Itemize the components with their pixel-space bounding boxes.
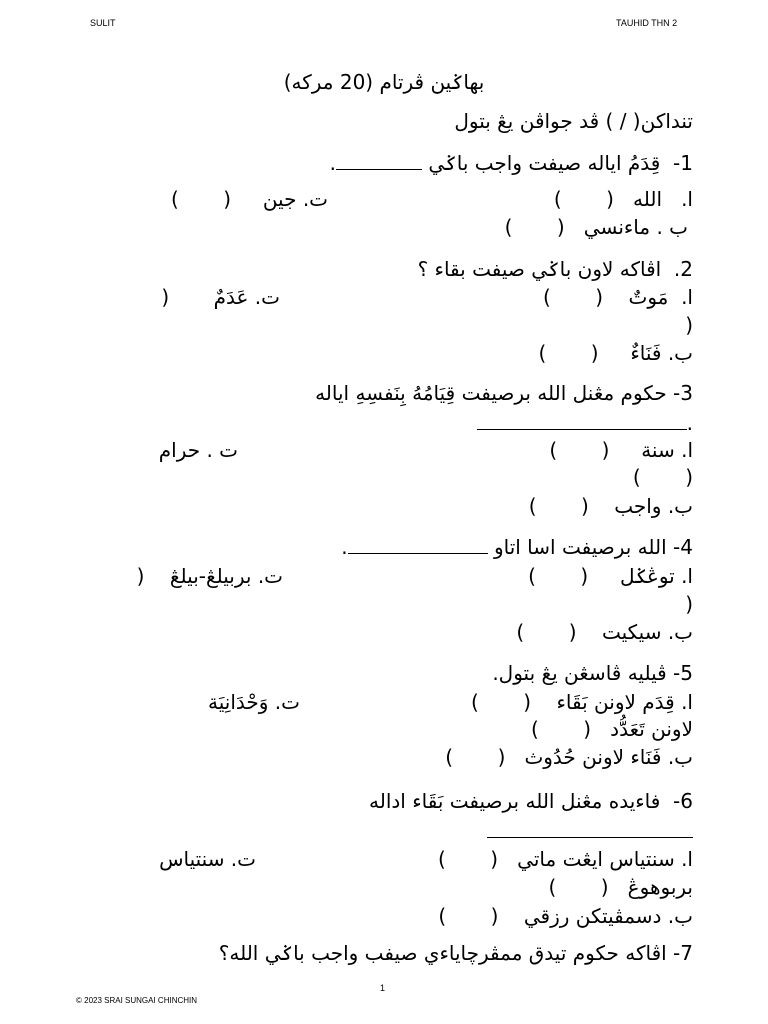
page-number: 1 <box>380 983 386 993</box>
question-3-option-c[interactable]: ت . حرام <box>158 438 238 462</box>
question-2-option-b[interactable]: ب. فَنَاءٌ ( ) <box>538 341 693 365</box>
section-instruction: تنداكن( / ) ڤد جواڤن يڠ بتول <box>454 109 693 133</box>
section-title: بهاݢين ڤرتام (20 مركه) <box>283 70 485 94</box>
question-2-option-c-close: ) <box>685 313 693 337</box>
question-4-option-a[interactable]: ا. توڠݢل ( ) <box>528 564 693 588</box>
question-1-stem <box>330 150 693 176</box>
question-3-stem: 3- حكوم مڠنل الله برصيفت قِيَامُهُ بِنَفسِهِ اياله <box>315 381 693 405</box>
question-4-option-c-close: ) <box>685 592 693 616</box>
question-6-option-c-cont: بربوهوڠ ( ) <box>548 875 693 899</box>
answer-blank[interactable] <box>336 151 422 170</box>
question-5-option-b[interactable]: ب. فَنَاء لاونن حُدُوث ( ) <box>445 745 693 769</box>
question-2-option-a[interactable]: ا. مَوتٌ ( ) <box>542 285 693 309</box>
question-5-stem: 5- ڤيليه ڤاسڠن يڠ بتول. <box>492 661 693 685</box>
question-6-blank-line <box>487 818 693 844</box>
question-4-option-b[interactable]: ب. سيكيت ( ) <box>516 620 693 644</box>
question-3-option-a[interactable]: ا. سنة ( ) <box>549 438 693 462</box>
blank-dot: . <box>686 411 693 435</box>
question-6-option-a[interactable]: ا. سنتياس ايڠت ماتي ( ) <box>438 847 693 871</box>
question-6-option-b[interactable]: ب. دسمڤيتكن رزقي ( ) <box>438 904 693 928</box>
question-4-stem <box>341 534 693 560</box>
question-5-option-c-cont: لاونن تَعَدُّد ( ) <box>530 717 693 741</box>
question-text: 4- الله برصيفت اسا اتاو <box>493 535 693 559</box>
question-3-option-b[interactable]: ب. واجب ( ) <box>528 494 693 518</box>
header-right: TAUHID THN 2 <box>616 18 678 28</box>
question-5-option-c[interactable]: ت. وَحْدَانِيَة <box>208 690 300 714</box>
question-1-option-c[interactable]: ت. جين ( ) <box>170 187 328 211</box>
blank-dot: . <box>329 151 337 175</box>
question-text: 1- قِدَمُ اياله صيفت واجب باݢي <box>428 151 693 175</box>
question-1-option-b[interactable]: ب . ماءنسي ( ) <box>504 215 688 239</box>
question-1-option-a[interactable]: ا. الله ( ) <box>553 187 693 211</box>
question-6-option-c[interactable]: ت. سنتياس <box>159 847 256 871</box>
copyright: © 2023 SRAI SUNGAI CHINCHIN <box>76 996 198 1005</box>
question-5-option-a[interactable]: ا. قِدَم لاونن بَقَاء ( ) <box>470 690 693 714</box>
blank-dot: . <box>341 535 348 559</box>
question-7-stem: 7- اڤاكه حكوم تيدق ممڤرچاياءي صيفب واجب باݢي الله؟ <box>218 941 693 965</box>
question-2-stem: 2. اڤاكه لاون باݢي صيفت بقاء ؟ <box>417 257 693 281</box>
question-6-stem: 6- فاءيده مڠنل الله برصيفت بَقَاء اداله <box>369 789 693 813</box>
answer-blank[interactable] <box>477 411 687 430</box>
header-left: SULIT <box>90 18 116 28</box>
question-3-option-c-paren: ( ) <box>632 465 693 489</box>
question-3-blank-line <box>477 410 693 436</box>
question-2-option-c[interactable]: ت. عَدَمٌ ( <box>161 285 280 309</box>
answer-blank[interactable] <box>348 535 488 554</box>
question-4-option-c[interactable]: ت. بربيلڠ-بيلڠ ( <box>136 564 283 588</box>
answer-blank[interactable] <box>487 819 693 838</box>
